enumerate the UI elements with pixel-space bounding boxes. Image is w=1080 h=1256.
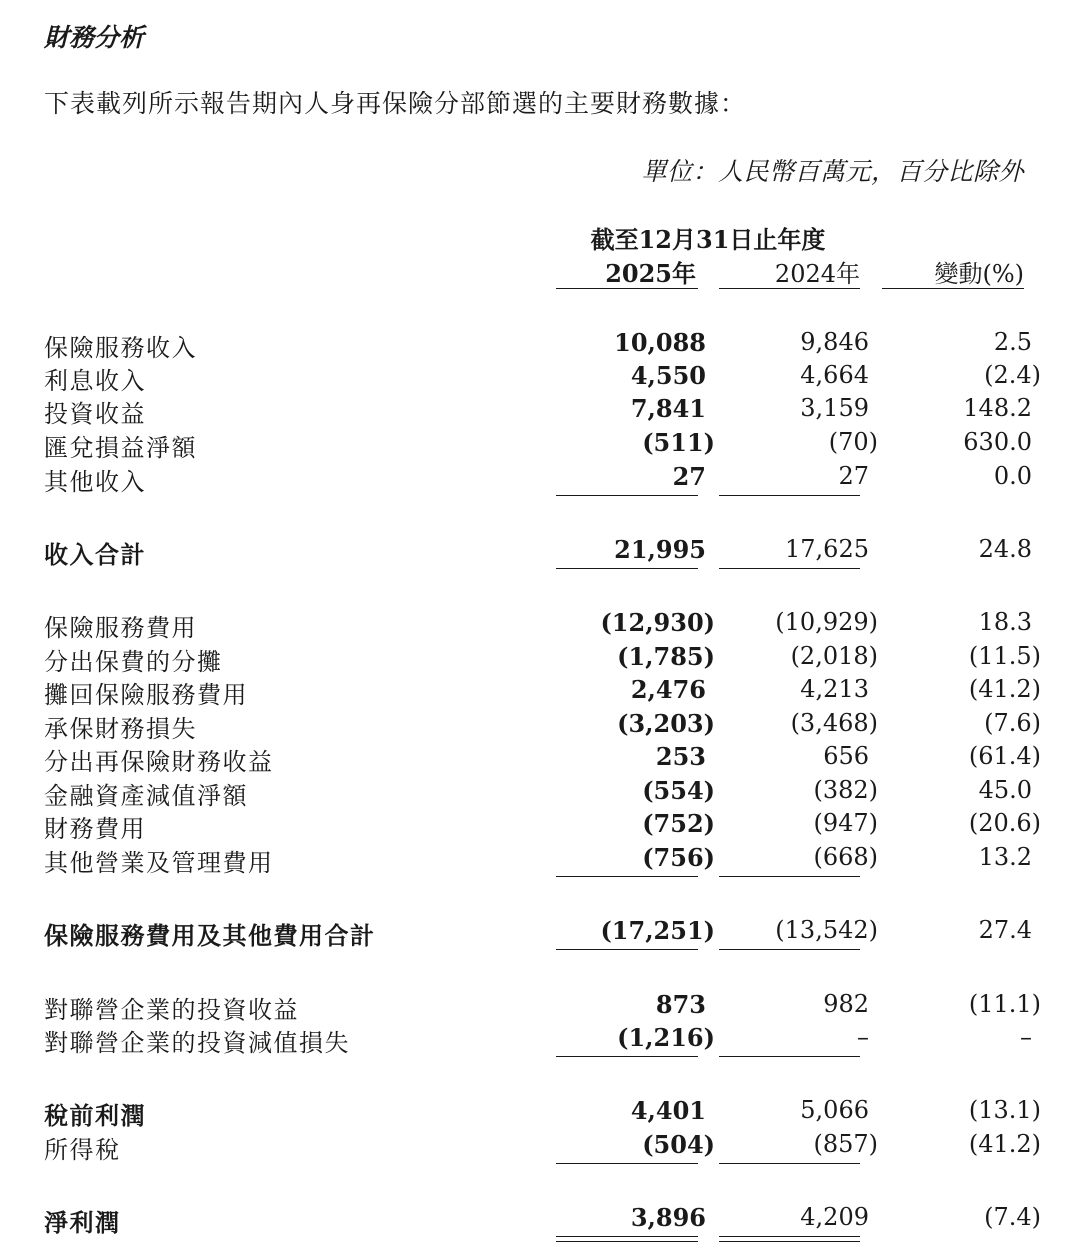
value-2024: 4,664 (800, 361, 869, 389)
table-row (0, 642, 1080, 675)
intro-text: 下表載列所示報告期內人身再保險分部節選的主要財務數據： (44, 89, 747, 118)
value-2024: (10,929) (775, 608, 878, 636)
row-label: 金融資產減值淨額 (44, 782, 248, 810)
value-change: 2.5 (993, 328, 1032, 356)
table-row (0, 608, 1080, 641)
table-row-total (0, 916, 1080, 949)
value-2025: 4,401 (630, 1096, 706, 1125)
table-row-net-profit (0, 1203, 1080, 1236)
value-2024: (13,542) (775, 916, 878, 944)
value-2024: – (857, 1023, 869, 1051)
value-2025: (1,785) (617, 642, 715, 671)
subtotal-rule (556, 495, 698, 496)
table-row (0, 1023, 1080, 1056)
table-row (0, 394, 1080, 427)
value-2025: (554) (642, 776, 715, 805)
table-row (0, 1130, 1080, 1163)
section-title: 財務分析 (44, 23, 145, 52)
table-row (0, 675, 1080, 708)
value-change: 0.0 (993, 462, 1032, 490)
value-2025: (12,930) (600, 608, 715, 637)
value-change: (20.6) (968, 809, 1041, 837)
value-2024: (857) (813, 1130, 878, 1158)
period-header: 截至12月31日止年度 (590, 225, 826, 254)
row-label: 分出再保險財務收益 (44, 748, 274, 776)
row-label: 利息收入 (44, 367, 146, 395)
total-rule (719, 568, 860, 569)
table-row (0, 428, 1080, 461)
row-label: 所得稅 (44, 1136, 121, 1164)
total-rule (556, 949, 698, 950)
value-2024: 982 (823, 990, 869, 1018)
row-label: 分出保費的分攤 (44, 648, 223, 676)
value-change: (13.1) (968, 1096, 1041, 1124)
value-change: (11.1) (968, 990, 1041, 1018)
subtotal-rule (556, 1163, 698, 1164)
value-2025: (3,203) (617, 709, 715, 738)
value-change: (7.6) (984, 709, 1041, 737)
value-2024: 9,846 (800, 328, 869, 356)
row-label: 匯兌損益淨額 (44, 434, 197, 462)
value-2024: 27 (838, 462, 869, 490)
value-2024: 656 (823, 742, 869, 770)
value-2024: 5,066 (800, 1096, 869, 1124)
value-change: 148.2 (963, 394, 1032, 422)
subtotal-rule (719, 1163, 860, 1164)
row-label: 其他收入 (44, 468, 146, 496)
value-2025: 27 (672, 462, 706, 491)
value-2025: 21,995 (614, 535, 706, 564)
subtotal-rule (719, 495, 860, 496)
table-row (0, 709, 1080, 742)
value-2024: (2,018) (790, 642, 878, 670)
value-change: 18.3 (978, 608, 1032, 636)
row-label: 保險服務費用 (44, 614, 197, 642)
subtotal-rule (719, 1056, 860, 1057)
subtotal-rule (719, 876, 860, 877)
value-change: (7.4) (984, 1203, 1041, 1231)
row-label: 稅前利潤 (44, 1101, 146, 1130)
value-2024: (70) (828, 428, 878, 456)
value-change: 24.8 (978, 535, 1032, 563)
total-rule (556, 568, 698, 569)
table-row (0, 809, 1080, 842)
value-2025: 7,841 (630, 394, 706, 423)
value-2025: 253 (655, 742, 706, 771)
row-label: 對聯營企業的投資收益 (44, 996, 299, 1024)
double-rule (719, 1236, 860, 1242)
value-2025: (752) (642, 809, 715, 838)
value-change: 630.0 (963, 428, 1032, 456)
value-2025: (17,251) (600, 916, 715, 945)
value-change: – (1020, 1023, 1032, 1051)
column-header-2025: 2025年 (605, 259, 696, 288)
row-label: 財務費用 (44, 815, 146, 843)
subtotal-rule (556, 1056, 698, 1057)
row-label: 淨利潤 (44, 1208, 121, 1237)
value-2024: (382) (813, 776, 878, 804)
value-2025: (511) (642, 428, 715, 457)
table-row-total (0, 1096, 1080, 1129)
value-2024: (3,468) (790, 709, 878, 737)
value-2025: 4,550 (630, 361, 706, 390)
value-2025: 873 (655, 990, 706, 1019)
table-row (0, 776, 1080, 809)
value-2025: 2,476 (630, 675, 706, 704)
row-label: 對聯營企業的投資減值損失 (44, 1029, 350, 1057)
value-change: (2.4) (984, 361, 1041, 389)
table-row-total (0, 535, 1080, 568)
value-change: (41.2) (968, 1130, 1041, 1158)
value-2024: 3,159 (800, 394, 869, 422)
double-rule (556, 1236, 698, 1242)
value-2024: 17,625 (785, 535, 869, 563)
value-2025: 10,088 (614, 328, 706, 357)
row-label: 攤回保險服務費用 (44, 681, 248, 709)
value-2024: (947) (813, 809, 878, 837)
value-2024: 4,213 (800, 675, 869, 703)
table-row (0, 990, 1080, 1023)
row-label: 保險服務費用及其他費用合計 (44, 921, 376, 950)
value-2025: (1,216) (617, 1023, 715, 1052)
value-change: 13.2 (978, 843, 1032, 871)
column-header-change: 變動(%) (934, 260, 1024, 288)
row-label: 收入合計 (44, 540, 146, 569)
value-change: 45.0 (978, 776, 1032, 804)
table-row (0, 328, 1080, 361)
value-2025: (756) (642, 843, 715, 872)
table-row (0, 462, 1080, 495)
subtotal-rule (556, 876, 698, 877)
table-row (0, 843, 1080, 876)
row-label: 承保財務損失 (44, 715, 197, 743)
value-change: (11.5) (968, 642, 1041, 670)
table-row (0, 361, 1080, 394)
header-rule-2024 (719, 288, 860, 289)
row-label: 其他營業及管理費用 (44, 849, 274, 877)
value-2024: (668) (813, 843, 878, 871)
value-change: (61.4) (968, 742, 1041, 770)
column-header-2024: 2024年 (774, 260, 860, 288)
table-row (0, 742, 1080, 775)
unit-note: 單位：人民幣百萬元，百分比除外 (641, 157, 1024, 186)
row-label: 保險服務收入 (44, 334, 197, 362)
value-2025: 3,896 (630, 1203, 706, 1232)
value-2024: 4,209 (800, 1203, 869, 1231)
row-label: 投資收益 (44, 400, 146, 428)
header-rule-change (882, 288, 1024, 289)
value-change: (41.2) (968, 675, 1041, 703)
header-rule-2025 (556, 288, 698, 289)
value-change: 27.4 (978, 916, 1032, 944)
total-rule (719, 949, 860, 950)
value-2025: (504) (642, 1130, 715, 1159)
